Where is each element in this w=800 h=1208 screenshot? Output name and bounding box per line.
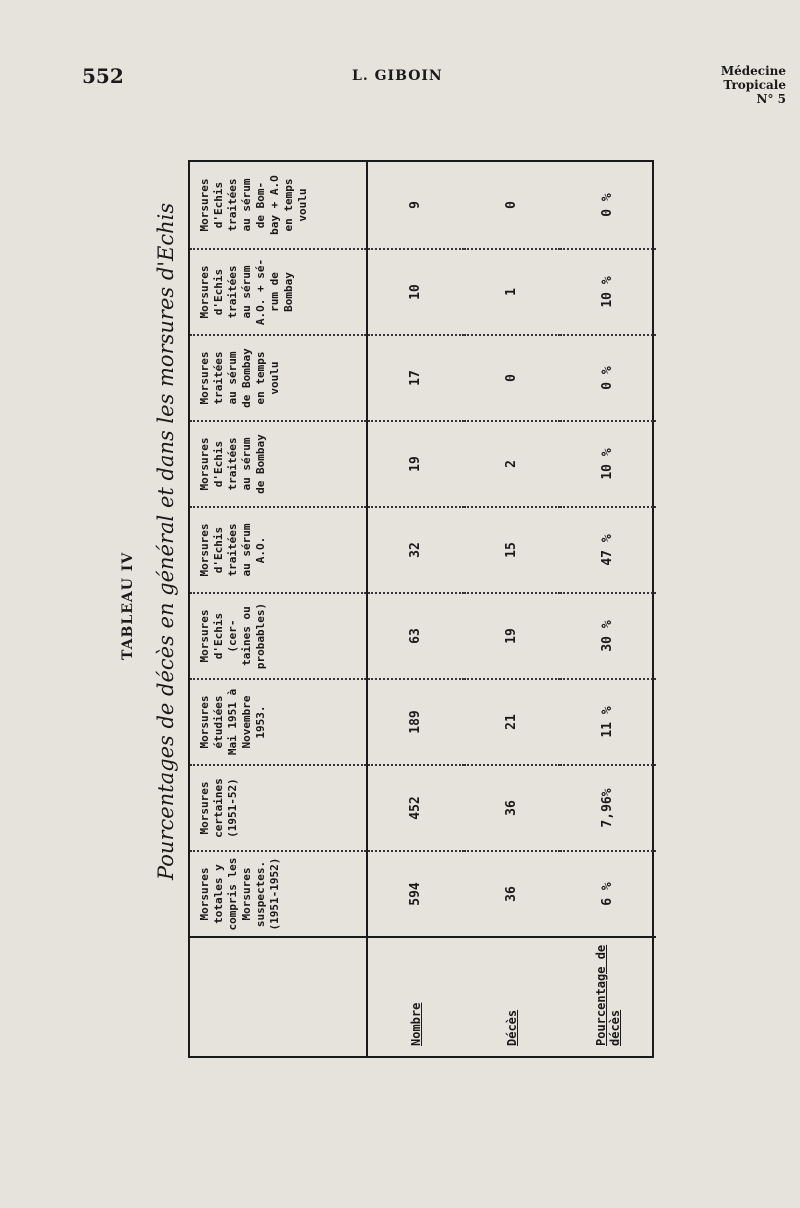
journal-line-1: Médecine	[720, 64, 786, 78]
cell-value: 0	[504, 374, 519, 382]
table-cell	[368, 678, 464, 764]
table-cell	[560, 248, 656, 334]
table-row	[560, 162, 656, 1056]
page-number: 552	[82, 64, 124, 88]
table-row	[464, 162, 560, 1056]
column-header: Morsures d'Echis traitées au sérum A.O. + sé- rum de Bombay	[190, 248, 366, 334]
table-cell	[560, 678, 656, 764]
table-cell	[560, 506, 656, 592]
table-cell	[368, 850, 464, 936]
cell-value: 7,96%	[600, 788, 615, 828]
table-number: TABLEAU IV	[120, 551, 136, 660]
cell-value: 0	[504, 201, 519, 209]
column-header: Morsures d'Echis traitées au sérum de Bom- bay + A.O en temps voulu	[198, 175, 309, 235]
cell-value: 1	[504, 288, 519, 296]
journal-issue: N° 5	[756, 92, 786, 106]
table-cell	[464, 678, 560, 764]
table-cell	[464, 850, 560, 936]
table-cell	[464, 506, 560, 592]
column-header: Morsures certaines (1951-52)	[190, 764, 366, 850]
cell-value: 0 %	[600, 193, 615, 217]
cell-value: 452	[408, 796, 423, 820]
table-cell	[560, 420, 656, 506]
cell-value: 0 %	[600, 366, 615, 390]
column-header: Morsures d'Echis traitées au sérum A.O.	[190, 506, 366, 592]
cell-value: 10 %	[600, 448, 615, 480]
row-label: Nombre	[409, 1002, 423, 1046]
cell-value: 10	[408, 284, 423, 300]
table-header-row	[190, 162, 368, 1056]
journal-line-2: Tropicale	[723, 78, 786, 92]
cell-value: 36	[504, 886, 519, 902]
table-cell	[368, 506, 464, 592]
row-label-cell	[560, 936, 656, 1056]
cell-value: 19	[408, 456, 423, 472]
column-header: Morsures d'Echis traitées au sérum de Bombay	[190, 420, 366, 506]
table-cell	[368, 764, 464, 850]
table-cell	[368, 334, 464, 420]
data-table	[188, 160, 654, 1058]
table-cell	[464, 334, 560, 420]
table-corner-cell	[190, 936, 366, 1056]
row-label: Décès	[505, 1009, 519, 1046]
table-cell	[368, 592, 464, 678]
cell-value: 11 %	[600, 706, 615, 738]
running-header-author: L. GIBOIN	[352, 68, 443, 84]
cell-value: 36	[504, 800, 519, 816]
cell-value: 32	[408, 542, 423, 558]
cell-value: 63	[408, 628, 423, 644]
table-cell	[560, 334, 656, 420]
column-header: Morsures étudiées Mai 1951 à Novembre 1953.	[190, 678, 366, 764]
table-cell	[368, 248, 464, 334]
table-row	[368, 162, 464, 1056]
table-cell	[464, 420, 560, 506]
table-cell	[560, 850, 656, 936]
cell-value: 2	[504, 460, 519, 468]
cell-value: 19	[504, 628, 519, 644]
cell-value: 6 %	[600, 882, 615, 906]
table-cell	[464, 162, 560, 248]
table-cell	[368, 420, 464, 506]
cell-value: 9	[408, 201, 423, 209]
cell-value: 21	[504, 714, 519, 730]
cell-value: 594	[408, 882, 423, 906]
table-caption: Pourcentages de décès en général et dans les morsures d'Echis	[154, 202, 178, 880]
column-header: Morsures traitées au sérum de Bombay en temps voulu	[190, 334, 366, 420]
cell-value: 47 %	[600, 534, 615, 566]
row-label-cell	[368, 936, 464, 1056]
table-cell	[464, 764, 560, 850]
table-cell	[560, 764, 656, 850]
row-label-cell	[464, 936, 560, 1056]
column-header: Morsures totales y compris les Morsures suspectes. (1951-1952)	[190, 850, 366, 936]
table-cell	[464, 592, 560, 678]
cell-value: 15	[504, 542, 519, 558]
journal-name	[721, 64, 786, 106]
cell-value: 17	[408, 370, 423, 386]
table-cell	[560, 592, 656, 678]
row-label: Pourcentage de décès	[594, 944, 622, 1046]
column-header: Morsures d'Echis (cer- taines ou probables)	[190, 592, 366, 678]
cell-value: 10 %	[600, 276, 615, 308]
table-cell	[464, 248, 560, 334]
table-cell	[560, 162, 656, 248]
cell-value: 189	[408, 710, 423, 734]
table-cell	[368, 162, 464, 248]
cell-value: 30 %	[600, 620, 615, 652]
